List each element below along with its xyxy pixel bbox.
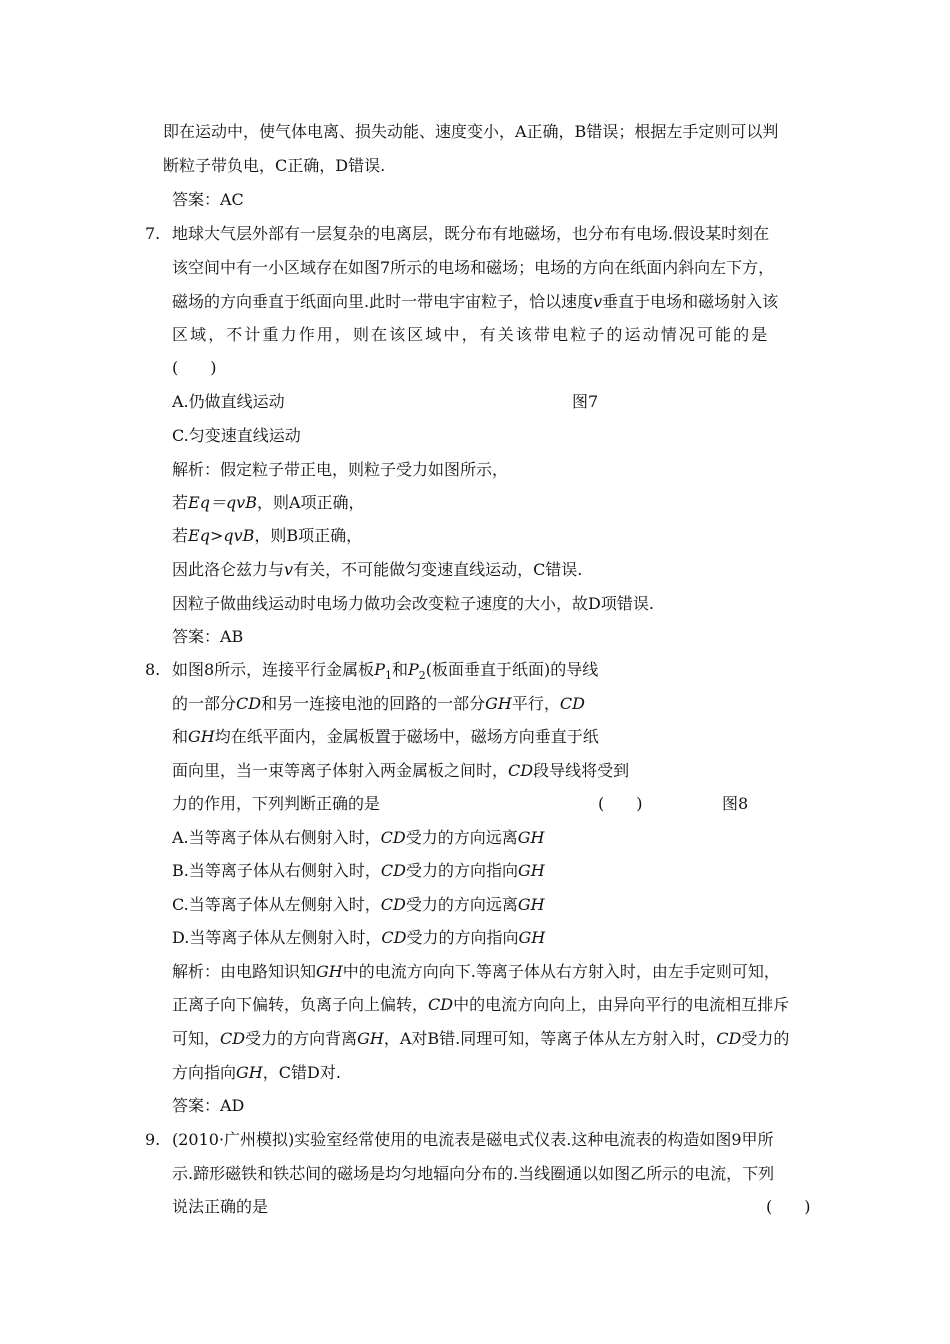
label-cd: CD <box>380 895 406 914</box>
text-segment: 受力的方向远离 <box>405 828 518 847</box>
label-gh: GH <box>188 727 215 746</box>
text-segment: 受力的方向远离 <box>405 895 518 914</box>
text-segment: ，则B项正确， <box>254 526 363 545</box>
figure-label: 图7 <box>572 392 599 411</box>
label-cd: CD <box>716 1029 742 1048</box>
text-segment: 磁场的方向垂直于纸面向里.此时一带电宇宙粒子，恰以速度 <box>172 292 594 311</box>
solution-line <box>172 1029 789 1049</box>
question-number: 9. <box>145 1130 161 1149</box>
text-segment: 解析：由电路知识知 <box>172 962 317 981</box>
variable-v: v <box>284 560 294 579</box>
text-segment: 和 <box>172 727 189 746</box>
solution-line: 因粒子做曲线运动时电场力做功会改变粒子速度的大小，故D项错误. <box>172 594 654 613</box>
text-segment: D.当等离子体从左侧射入时， <box>172 928 382 947</box>
figure-label: 图8 <box>722 794 749 813</box>
subscript: 1 <box>384 669 392 683</box>
text-segment: 垂直于电场和磁场射入该 <box>602 292 779 311</box>
text-line: 力的作用，下列判断正确的是 <box>172 794 381 813</box>
text-segment: 面向里，当一束等离子体射入两金属板之间时， <box>172 761 509 780</box>
label-cd: CD <box>220 1029 246 1048</box>
solution-line: 解析：假定粒子带正电，则粒子受力如图所示， <box>172 460 509 479</box>
answer-line: 答案：AD <box>172 1096 245 1115</box>
label-gh: GH <box>517 895 545 914</box>
solution-line <box>172 526 362 546</box>
text-segment: 受力的方向指向 <box>405 861 518 880</box>
text-segment: 若 <box>172 493 189 512</box>
text-segment: (板面垂直于纸面)的导线 <box>425 660 599 679</box>
answer-bracket: ( ) <box>766 1197 811 1216</box>
solution-line <box>172 1063 341 1083</box>
text-segment: C.当等离子体从左侧射入时， <box>172 895 381 914</box>
text-line <box>172 761 629 781</box>
equation: Eq>qvB <box>188 526 255 545</box>
text-segment: ，则A项正确， <box>256 493 365 512</box>
text-line <box>172 727 599 747</box>
text-line <box>172 694 585 714</box>
label-gh: GH <box>236 1063 263 1082</box>
text-segment: 中的电流方向向下.等离子体从右方射入时，由左手定则可知， <box>342 962 780 981</box>
text-segment: 和另一连接电池的回路的一部分 <box>261 694 486 713</box>
label-cd: CD <box>428 995 454 1014</box>
answer-line: 答案：AC <box>172 190 244 209</box>
solution-line <box>172 493 365 513</box>
label-gh: GH <box>357 1029 384 1048</box>
equation: Eq＝qvB <box>188 493 257 512</box>
answer-line: 答案：AB <box>172 627 244 646</box>
option-d <box>172 928 545 948</box>
label-cd: CD <box>381 928 407 947</box>
subscript: 2 <box>418 669 426 683</box>
text-line: 区域，不计重力作用，则在该区域中，有关该带电粒子的运动情况可能的是 <box>172 325 770 344</box>
text-segment: 正离子向下偏转，负离子向上偏转， <box>172 995 429 1014</box>
variable-p: P <box>374 660 385 679</box>
text-segment: 和 <box>391 660 408 679</box>
text-line: 说法正确的是 <box>172 1197 269 1216</box>
option-b <box>172 861 545 881</box>
label-cd: CD <box>559 694 585 713</box>
text-segment: 方向指向 <box>172 1063 237 1082</box>
label-gh: GH <box>518 928 546 947</box>
label-cd: CD <box>380 861 406 880</box>
text-line: 即在运动中，使气体电离、损失动能、速度变小，A正确，B错误；根据左手定则可以判 <box>163 122 779 141</box>
text-segment: 受力的方向背离 <box>245 1029 358 1048</box>
text-segment: 均在纸平面内，金属板置于磁场中，磁场方向垂直于纸 <box>214 727 599 746</box>
text-line: 该空间中有一小区域存在如图7所示的电场和磁场；电场的方向在纸面内斜向左下方， <box>172 258 775 277</box>
text-segment: 因此洛仑兹力与 <box>172 560 285 579</box>
label-gh: GH <box>485 694 512 713</box>
option-a: A.仍做直线运动 <box>172 392 285 411</box>
label-cd: CD <box>380 828 406 847</box>
question-number: 8. <box>145 660 161 679</box>
option-a <box>172 828 544 848</box>
solution-line <box>172 560 582 580</box>
label-cd: CD <box>508 761 534 780</box>
solution-line <box>172 995 789 1015</box>
text-segment: 受力的 <box>741 1029 790 1048</box>
text-segment: 平行， <box>511 694 560 713</box>
text-segment: 的一部分 <box>172 694 237 713</box>
text-line <box>172 660 598 686</box>
text-segment: 若 <box>172 526 189 545</box>
variable-p: P <box>407 660 419 679</box>
text-segment: B.当等离子体从右侧射入时， <box>172 861 381 880</box>
answer-bracket: ( ) <box>598 794 643 813</box>
text-segment: ，C错D对. <box>262 1063 341 1082</box>
option-c <box>172 895 545 915</box>
text-segment: 受力的方向指向 <box>406 928 519 947</box>
label-gh: GH <box>517 861 545 880</box>
text-segment: A.当等离子体从右侧射入时， <box>172 828 381 847</box>
text-segment: 如图8所示，连接平行金属板 <box>172 660 375 679</box>
text-line <box>172 292 778 312</box>
text-segment: 中的电流方向向上，由异向平行的电流相互排斥 <box>453 995 790 1014</box>
text-line: 断粒子带负电，C正确，D错误. <box>163 156 386 175</box>
text-segment: 可知， <box>172 1029 221 1048</box>
option-c: C.匀变速直线运动 <box>172 426 301 445</box>
text-line: (2010·广州模拟)实验室经常使用的电流表是磁电式仪表.这种电流表的构造如图9甲所 <box>172 1130 774 1149</box>
label-cd: CD <box>236 694 262 713</box>
text-line: 示.蹄形磁铁和铁芯间的磁场是均匀地辐向分布的.当线圈通以如图乙所示的电流，下列 <box>172 1164 775 1183</box>
text-segment: ，A对B错.同理可知，等离子体从左方射入时， <box>383 1029 717 1048</box>
text-line: 地球大气层外部有一层复杂的电离层，既分布有地磁场，也分布有电场.假设某时刻在 <box>172 224 770 243</box>
text-segment: 有关，不可能做匀变速直线运动，C错误. <box>293 560 583 579</box>
question-number: 7. <box>145 224 161 243</box>
label-gh: GH <box>316 962 343 981</box>
answer-bracket: ( ) <box>172 358 217 377</box>
label-gh: GH <box>517 828 545 847</box>
text-segment: 段导线将受到 <box>533 761 630 780</box>
variable-v: v <box>593 292 603 311</box>
solution-line <box>172 962 780 982</box>
